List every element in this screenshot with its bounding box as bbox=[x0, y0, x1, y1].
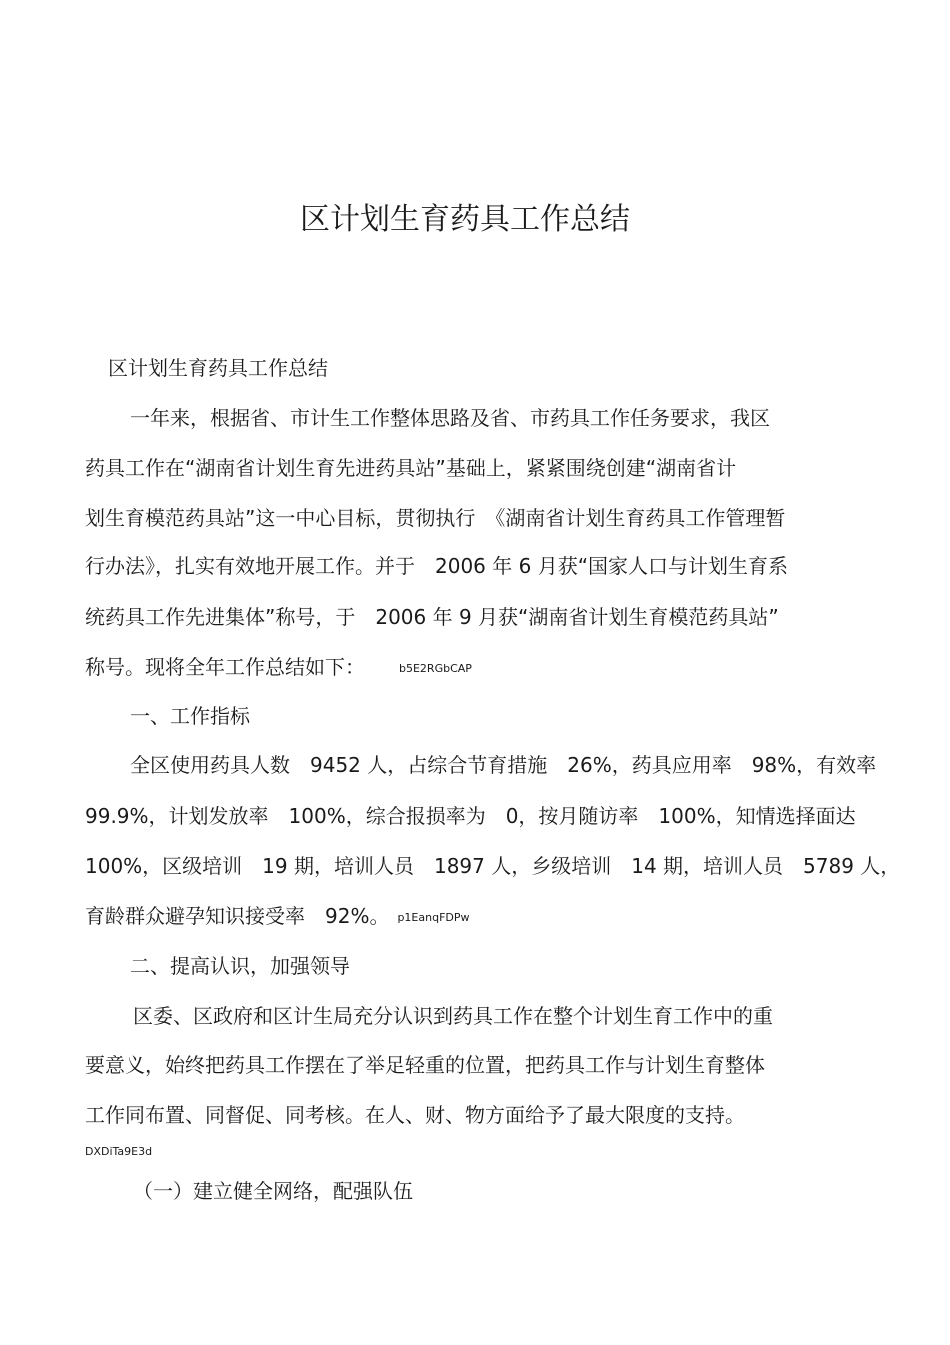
paragraph-line: 全区使用药具人数 9452 人，占综合节育措施 26%，药具应用率 98%，有效率 bbox=[130, 753, 877, 777]
paragraph-line: 99.9%，计划发放率 100%，综合报损率为 0，按月随访率 100%，知情选择面达 bbox=[85, 804, 856, 828]
paragraph-line: 统药具工作先进集体”称号，于 2006 年 9 月获“湖南省计划生育模范药具站” bbox=[85, 605, 779, 629]
section-heading: 一、工作指标 bbox=[130, 704, 250, 728]
paragraph-line bbox=[85, 903, 470, 931]
paragraph-line: 工作同布置、同督促、同考核。在人、财、物方面给予了最大限度的支持。 bbox=[85, 1103, 745, 1127]
section-heading: （一）建立健全网络，配强队伍 bbox=[133, 1179, 413, 1203]
section-heading: 二、提高认识，加强领导 bbox=[130, 954, 350, 978]
paragraph-line: 要意义，始终把药具工作摆在了举足轻重的位置，把药具工作与计划生育整体 bbox=[85, 1053, 765, 1077]
reference-code: DXDiTa9E3d bbox=[85, 1145, 153, 1158]
document-subtitle: 区计划生育药具工作总结 bbox=[108, 356, 328, 380]
paragraph-line: 划生育模范药具站”这一中心目标，贯彻执行 《湖南省计划生育药具工作管理暂 bbox=[85, 506, 786, 530]
paragraph-line: 药具工作在“湖南省计划生育先进药具站”基础上，紧紧围绕创建“湖南省计 bbox=[85, 456, 737, 480]
paragraph-text: 称号。现将全年工作总结如下： bbox=[85, 655, 365, 679]
paragraph-text: 育龄群众避孕知识接受率 92%。 bbox=[85, 904, 390, 928]
paragraph-line: 区委、区政府和区计生局充分认识到药具工作在整个计划生育工作中的重 bbox=[133, 1004, 773, 1028]
paragraph-line: 行办法》，扎实有效地开展工作。并于 2006 年 6 月获“国家人口与计划生育系 bbox=[85, 554, 789, 578]
reference-code: p1EanqFDPw bbox=[397, 911, 470, 924]
paragraph-line: 100%，区级培训 19 期，培训人员 1897 人，乡级培训 14 期，培训人员 5789 人， bbox=[85, 854, 901, 878]
paragraph-line: 一年来，根据省、市计生工作整体思路及省、市药具工作任务要求，我区 bbox=[130, 406, 770, 430]
reference-code: b5E2RGbCAP bbox=[399, 662, 472, 675]
paragraph-line bbox=[85, 654, 472, 682]
document-title: 区计划生育药具工作总结 bbox=[300, 202, 630, 237]
